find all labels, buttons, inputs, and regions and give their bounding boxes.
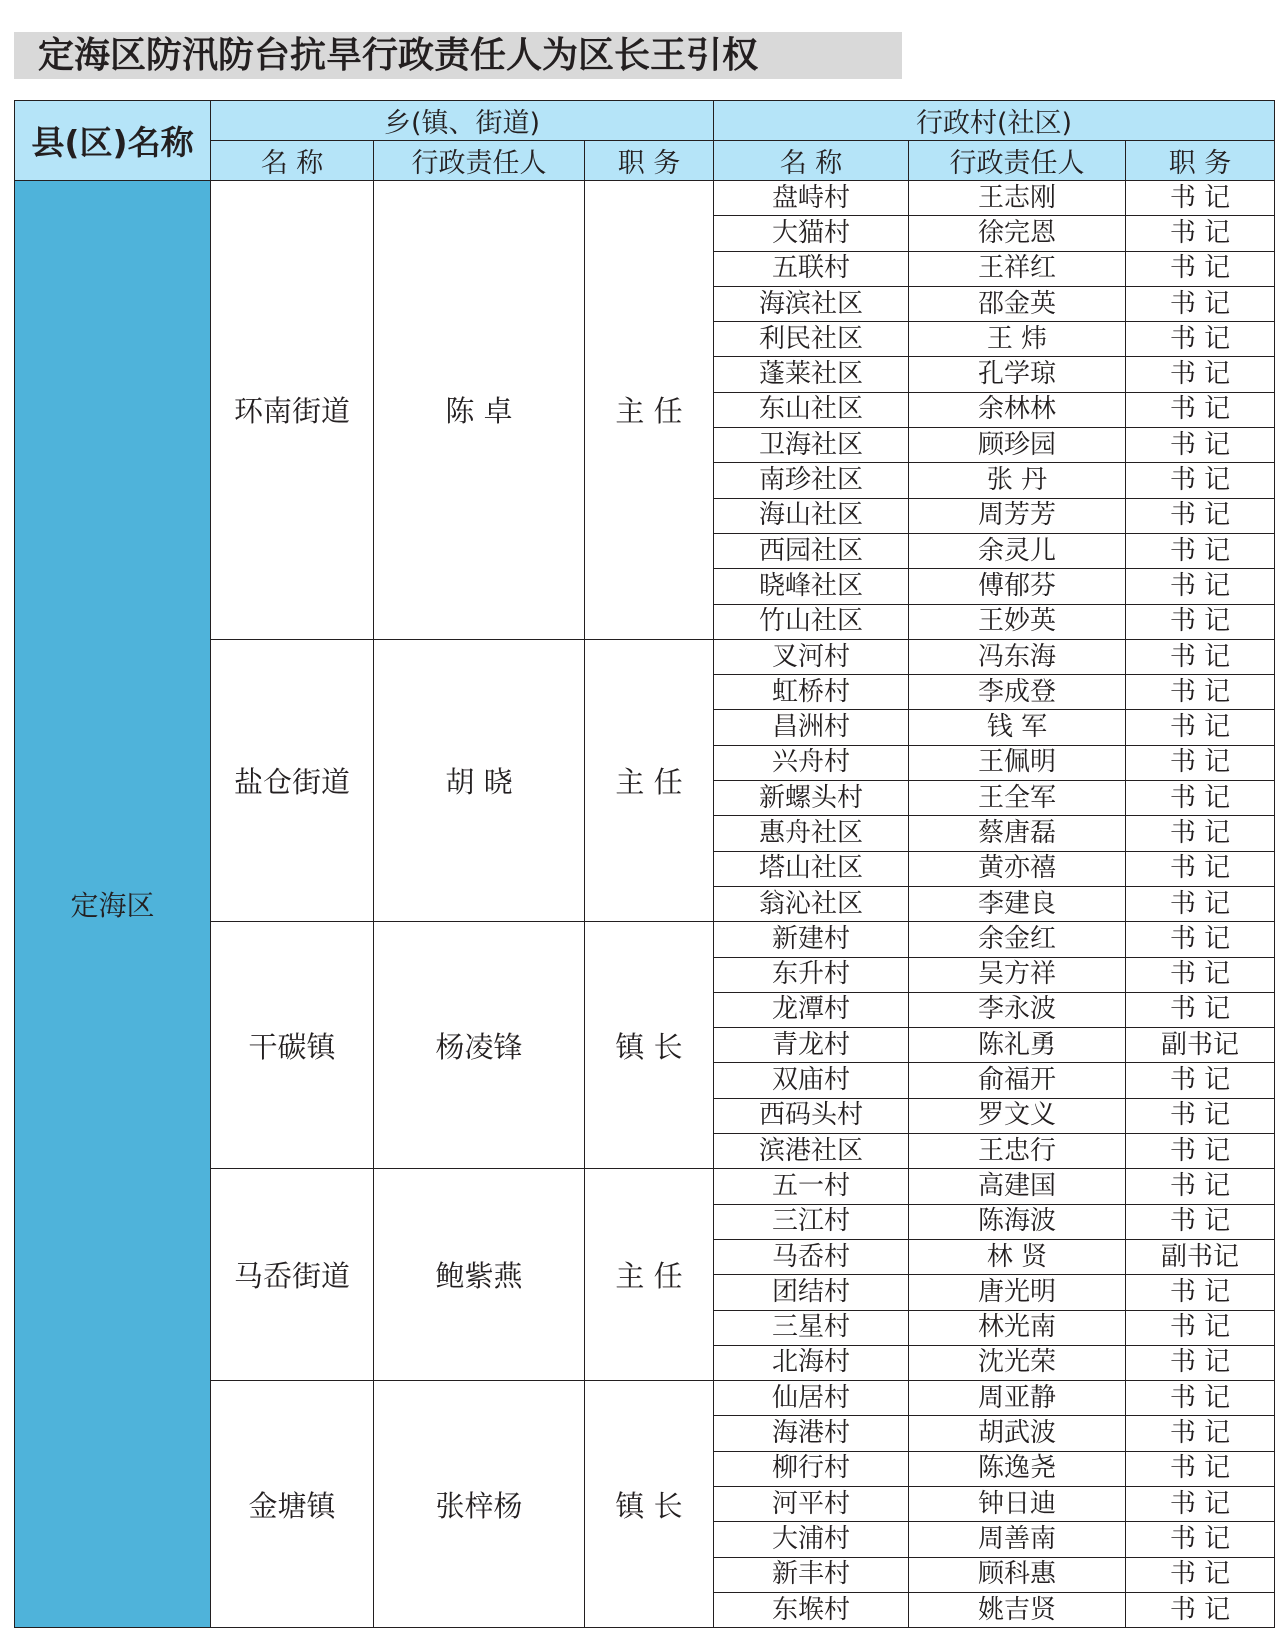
village-name: 塔山社区 (714, 851, 909, 886)
village-leader: 王祥红 (909, 251, 1126, 286)
town-leader: 陈 卓 (374, 181, 585, 640)
village-leader: 高建国 (909, 1169, 1126, 1204)
village-leader: 周芳芳 (909, 498, 1126, 533)
village-name: 马岙村 (714, 1239, 909, 1274)
village-leader: 余林林 (909, 392, 1126, 427)
town-position: 主 任 (585, 639, 714, 921)
village-leader: 沈光荣 (909, 1345, 1126, 1380)
village-leader: 蔡唐磊 (909, 816, 1126, 851)
town-leader: 胡 晓 (374, 639, 585, 921)
village-position: 副书记 (1126, 1239, 1275, 1274)
village-name: 昌洲村 (714, 710, 909, 745)
village-leader: 王忠行 (909, 1134, 1126, 1169)
county-header: 县(区)名称 (15, 101, 211, 181)
village-leader: 李成登 (909, 675, 1126, 710)
town-name: 干碳镇 (211, 922, 374, 1169)
village-leader: 李永波 (909, 992, 1126, 1027)
town-name: 马岙街道 (211, 1169, 374, 1381)
village-name: 利民社区 (714, 322, 909, 357)
village-position: 书 记 (1126, 181, 1275, 216)
village-group-header: 行政村(社区) (714, 101, 1275, 141)
town-group-header: 乡(镇、街道) (211, 101, 714, 141)
village-leader-header: 行政责任人 (909, 141, 1126, 181)
village-name: 新螺头村 (714, 781, 909, 816)
village-name: 卫海社区 (714, 428, 909, 463)
village-position: 书 记 (1126, 1204, 1275, 1239)
village-name: 仙居村 (714, 1381, 909, 1416)
village-position: 书 记 (1126, 322, 1275, 357)
town-position: 镇 长 (585, 922, 714, 1169)
village-position: 书 记 (1126, 569, 1275, 604)
village-leader: 姚吉贤 (909, 1592, 1126, 1627)
village-position: 书 记 (1126, 1522, 1275, 1557)
village-name: 团结村 (714, 1275, 909, 1310)
village-name: 南珍社区 (714, 463, 909, 498)
village-name: 五一村 (714, 1169, 909, 1204)
village-position: 书 记 (1126, 1557, 1275, 1592)
village-name: 海港村 (714, 1416, 909, 1451)
village-name: 惠舟社区 (714, 816, 909, 851)
village-position: 书 记 (1126, 1345, 1275, 1380)
village-position: 副书记 (1126, 1028, 1275, 1063)
village-leader: 陈逸尧 (909, 1451, 1126, 1486)
village-leader: 陈礼勇 (909, 1028, 1126, 1063)
village-position: 书 记 (1126, 851, 1275, 886)
village-leader: 林光南 (909, 1310, 1126, 1345)
village-position: 书 记 (1126, 463, 1275, 498)
village-position: 书 记 (1126, 886, 1275, 921)
village-name: 翁沁社区 (714, 886, 909, 921)
village-position: 书 记 (1126, 922, 1275, 957)
village-name: 柳行村 (714, 1451, 909, 1486)
village-name: 竹山社区 (714, 604, 909, 639)
village-leader: 余灵儿 (909, 533, 1126, 568)
village-leader: 孔学琼 (909, 357, 1126, 392)
village-position: 书 记 (1126, 604, 1275, 639)
responsibility-table (14, 100, 1275, 1628)
village-position: 书 记 (1126, 1592, 1275, 1627)
village-position: 书 记 (1126, 216, 1275, 251)
village-leader: 余金红 (909, 922, 1126, 957)
village-position: 书 记 (1126, 1451, 1275, 1486)
village-position: 书 记 (1126, 1098, 1275, 1133)
village-leader: 周善南 (909, 1522, 1126, 1557)
table-row (15, 181, 1275, 216)
village-leader: 李建良 (909, 886, 1126, 921)
village-leader: 王全军 (909, 781, 1126, 816)
village-position: 书 记 (1126, 286, 1275, 321)
village-name: 海滨社区 (714, 286, 909, 321)
village-name: 东堠村 (714, 1592, 909, 1627)
village-name-header: 名 称 (714, 141, 909, 181)
village-name: 青龙村 (714, 1028, 909, 1063)
village-leader: 林 贤 (909, 1239, 1126, 1274)
village-name: 大浦村 (714, 1522, 909, 1557)
village-name: 新建村 (714, 922, 909, 957)
village-leader: 王志刚 (909, 181, 1126, 216)
village-position: 书 记 (1126, 357, 1275, 392)
village-leader: 王妙英 (909, 604, 1126, 639)
header-row-1 (15, 101, 1275, 141)
village-leader: 张 丹 (909, 463, 1126, 498)
village-position: 书 记 (1126, 957, 1275, 992)
village-leader: 钱 军 (909, 710, 1126, 745)
village-name: 叉河村 (714, 639, 909, 674)
town-position: 主 任 (585, 181, 714, 640)
town-name: 盐仓街道 (211, 639, 374, 921)
village-name: 三星村 (714, 1310, 909, 1345)
village-position: 书 记 (1126, 1275, 1275, 1310)
village-position: 书 记 (1126, 1416, 1275, 1451)
village-position: 书 记 (1126, 1063, 1275, 1098)
village-name: 海山社区 (714, 498, 909, 533)
village-name: 五联村 (714, 251, 909, 286)
village-leader: 徐完恩 (909, 216, 1126, 251)
village-position: 书 记 (1126, 251, 1275, 286)
town-name: 环南街道 (211, 181, 374, 640)
village-name: 西园社区 (714, 533, 909, 568)
village-leader: 顾珍园 (909, 428, 1126, 463)
town-name: 金塘镇 (211, 1381, 374, 1628)
village-name: 晓峰社区 (714, 569, 909, 604)
village-leader: 钟日迪 (909, 1486, 1126, 1521)
town-leader: 鲍紫燕 (374, 1169, 585, 1381)
town-name-header: 名 称 (211, 141, 374, 181)
village-leader: 邵金英 (909, 286, 1126, 321)
village-leader: 冯东海 (909, 639, 1126, 674)
county-name: 定海区 (15, 181, 211, 1628)
village-leader: 黄亦禧 (909, 851, 1126, 886)
village-name: 新丰村 (714, 1557, 909, 1592)
page-title: 定海区防汛防台抗旱行政责任人为区长王引权 (14, 32, 902, 79)
village-position: 书 记 (1126, 1381, 1275, 1416)
village-name: 蓬莱社区 (714, 357, 909, 392)
village-leader: 王佩明 (909, 745, 1126, 780)
village-leader: 周亚静 (909, 1381, 1126, 1416)
town-position: 主 任 (585, 1169, 714, 1381)
village-name: 三江村 (714, 1204, 909, 1239)
village-position: 书 记 (1126, 816, 1275, 851)
village-position: 书 记 (1126, 745, 1275, 780)
village-position: 书 记 (1126, 1486, 1275, 1521)
town-position: 镇 长 (585, 1381, 714, 1628)
table-body (15, 101, 1275, 1628)
village-name: 龙潭村 (714, 992, 909, 1027)
village-leader: 罗文义 (909, 1098, 1126, 1133)
village-name: 东山社区 (714, 392, 909, 427)
village-leader: 王 炜 (909, 322, 1126, 357)
village-leader: 顾科惠 (909, 1557, 1126, 1592)
village-name: 大猫村 (714, 216, 909, 251)
village-name: 虹桥村 (714, 675, 909, 710)
village-name: 北海村 (714, 1345, 909, 1380)
village-position: 书 记 (1126, 1310, 1275, 1345)
village-name: 兴舟村 (714, 745, 909, 780)
village-position: 书 记 (1126, 428, 1275, 463)
village-leader: 唐光明 (909, 1275, 1126, 1310)
village-name: 河平村 (714, 1486, 909, 1521)
village-position: 书 记 (1126, 992, 1275, 1027)
village-position: 书 记 (1126, 639, 1275, 674)
village-position: 书 记 (1126, 498, 1275, 533)
village-position: 书 记 (1126, 533, 1275, 568)
village-position: 书 记 (1126, 781, 1275, 816)
village-leader: 陈海波 (909, 1204, 1126, 1239)
village-name: 双庙村 (714, 1063, 909, 1098)
village-name: 西码头村 (714, 1098, 909, 1133)
village-position: 书 记 (1126, 1134, 1275, 1169)
village-name: 盘峙村 (714, 181, 909, 216)
village-name: 滨港社区 (714, 1134, 909, 1169)
village-name: 东升村 (714, 957, 909, 992)
village-position-header: 职 务 (1126, 141, 1275, 181)
village-position: 书 记 (1126, 1169, 1275, 1204)
village-position: 书 记 (1126, 710, 1275, 745)
town-leader: 张梓杨 (374, 1381, 585, 1628)
town-leader-header: 行政责任人 (374, 141, 585, 181)
village-leader: 胡武波 (909, 1416, 1126, 1451)
village-position: 书 记 (1126, 675, 1275, 710)
town-position-header: 职 务 (585, 141, 714, 181)
village-leader: 傅郁芬 (909, 569, 1126, 604)
village-leader: 吴方祥 (909, 957, 1126, 992)
town-leader: 杨凌锋 (374, 922, 585, 1169)
village-position: 书 记 (1126, 392, 1275, 427)
village-leader: 俞福开 (909, 1063, 1126, 1098)
